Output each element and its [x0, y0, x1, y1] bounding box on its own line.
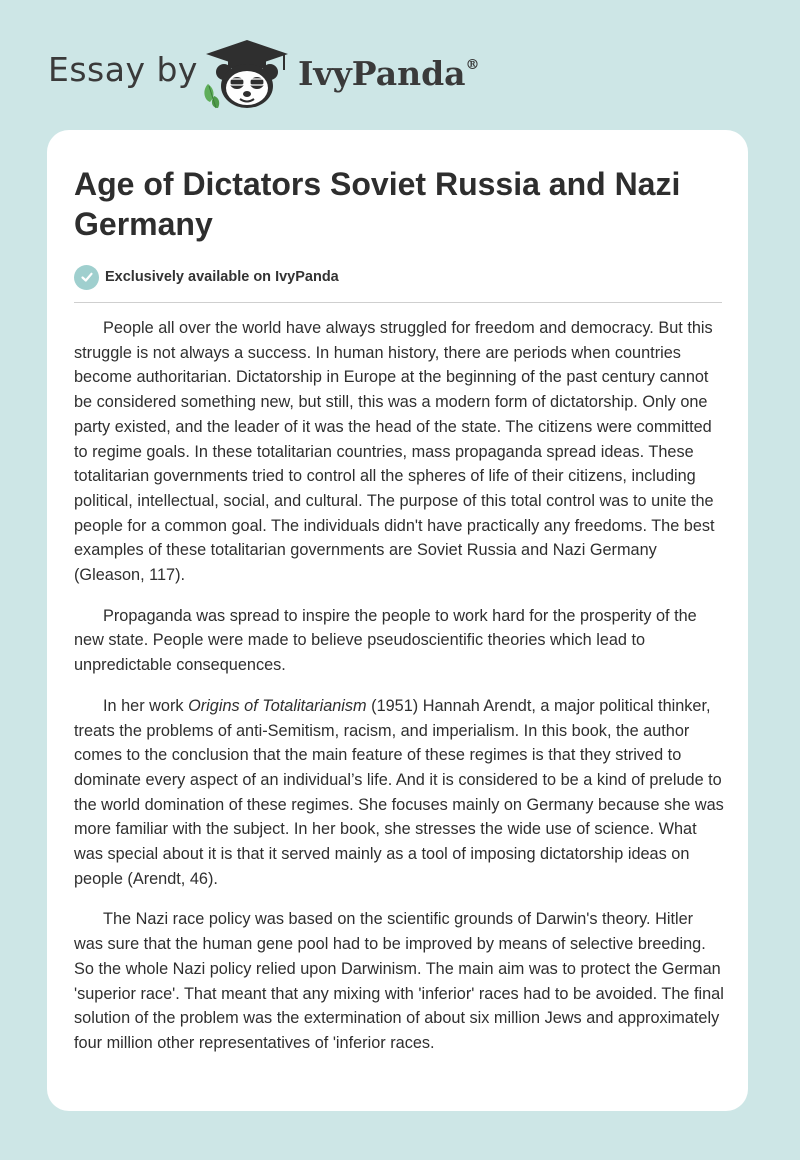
paragraph: The Nazi race policy was based on the scientific grounds of Darwin's theory. Hitler was sure that the human gene pool had to be improved by means of selective breeding. So the whole Nazi policy relied upon Darwinism. The main aim was to protect the German 'superior race'. That meant that any mixing with 'inferior' races had to be avoided. The final solution of the problem was the extermination of about six million Jews and approximately four million other representatives of 'inferior races.	[74, 910, 724, 1052]
exclusive-badge	[74, 264, 339, 290]
essay-body	[74, 316, 724, 1072]
site-header	[48, 30, 508, 110]
brand-name[interactable]	[298, 54, 480, 93]
brand-text: IvyPanda	[298, 54, 466, 93]
trademark-mark: ®	[465, 57, 480, 73]
paragraph-text: In her work	[103, 696, 189, 715]
book-title: Origins of Totalitarianism	[188, 696, 367, 715]
paragraph-text: (1951) Hannah Arendt, a major political thinker, treats the problems of anti-Semitism, racism, and imperialism. In this book, the author comes to the conclusion that the main feature of these regimes is that they strived to dominate every aspect of an individual’s life. And it is considered to be a kind of prelude to the world domination of these regimes. She focuses mainly on Germany because she was more familiar with the subject. In her book, she stresses the wide use of science. What was special about it is that it served mainly as a tool of imposing dictatorship ideas on people (Arendt, 46).	[74, 696, 724, 888]
essay-title: Age of Dictators Soviet Russia and Nazi Germany	[74, 166, 681, 242]
panda-logo-icon[interactable]	[202, 38, 292, 110]
divider	[74, 302, 722, 303]
exclusive-badge-label: Exclusively available on IvyPanda	[105, 269, 339, 285]
paragraph	[74, 694, 724, 892]
paragraph: People all over the world have always struggled for freedom and democracy. But this struggle is not always a success. In human history, there are periods when countries become authoritarian. Dictatorship in Europe at the beginning of the past century cannot be considered something new, but still, this was a modern form of dictatorship. Only one party existed, and the leader of it was the head of the state. The citizens were committed to regime goals. In these totalitarian countries, mass propaganda spread ideas. These totalitarian governments tried to control all the spheres of life of their citizens, including political, intellectual, social, and cultural. The purpose of this total control was to unite the people for a common goal. The individuals didn't have practically any freedoms. The best examples of these totalitarian governments are Soviet Russia and Nazi Germany (Gleason, 117).	[74, 319, 715, 585]
essay-by-label: Essay by	[48, 50, 198, 89]
ivy-leaf-icon	[204, 84, 219, 108]
paragraph: Propaganda was spread to inspire the people to work hard for the prosperity of the new state. People were made to believe pseudoscientific theories which lead to unpredictable consequences.	[74, 606, 697, 675]
check-icon	[74, 265, 99, 290]
essay-card	[47, 130, 748, 1111]
